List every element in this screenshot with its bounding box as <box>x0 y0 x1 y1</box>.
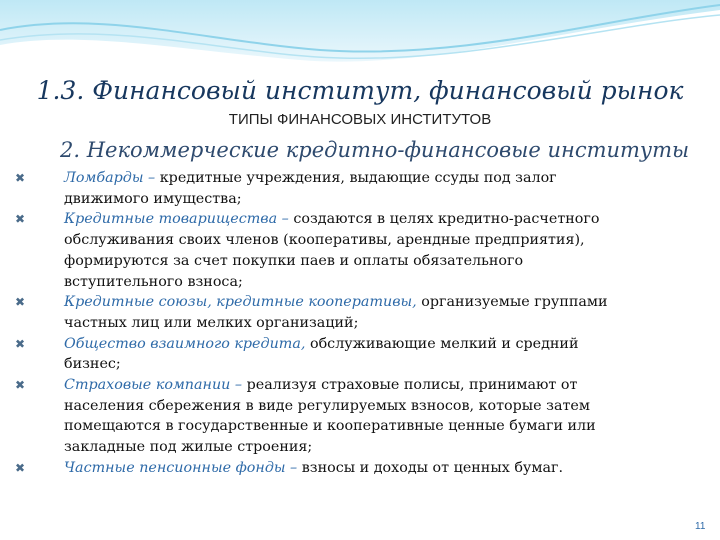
cross-bullet-icon: ✖ <box>15 460 26 475</box>
list-item <box>15 458 655 479</box>
list-item <box>15 168 655 209</box>
list-item <box>15 292 655 333</box>
item-desc-line: обслуживания своих членов (кооперативы, арендные предприятия), <box>64 232 585 249</box>
item-term: Частные пенсионные фонды – <box>64 459 298 476</box>
item-desc-line: частных лиц или мелких организаций; <box>64 314 359 331</box>
item-desc-line: помещаются в государственные и кооперативные ценные бумаги или <box>64 418 596 435</box>
list-item <box>15 209 655 292</box>
item-term: Страховые компании – <box>64 377 243 394</box>
section-heading: 2. Некоммерческие кредитно-финансовые институты <box>60 138 690 162</box>
cross-bullet-icon: ✖ <box>15 295 26 310</box>
item-desc-line: закладные под жилые строения; <box>64 439 313 456</box>
item-term: Общество взаимного кредита, <box>64 335 306 352</box>
item-term: Кредитные товарищества – <box>64 211 289 228</box>
list-item <box>15 334 655 375</box>
item-desc-line: создаются в целях кредитно-расчетного <box>288 211 600 228</box>
slide-title: 1.3. Финансовый институт, финансовый рынок <box>36 76 684 105</box>
cross-bullet-icon: ✖ <box>15 336 26 351</box>
item-desc-line: населения сбережения в виде регулируемых взносов, которые затем <box>64 397 590 414</box>
header-wave-decoration <box>0 0 720 80</box>
list-item <box>15 375 655 458</box>
cross-bullet-icon: ✖ <box>15 212 26 227</box>
item-desc-line: бизнес; <box>64 356 121 373</box>
institutions-list <box>15 168 655 479</box>
cross-bullet-icon: ✖ <box>15 171 26 185</box>
item-desc-line: движимого имущества; <box>64 190 242 207</box>
slide-subtitle: ТИПЫ ФИНАНСОВЫХ ИНСТИТУТОВ <box>228 111 492 128</box>
item-desc-line: взносы и доходы от ценных бумаг. <box>297 459 564 476</box>
item-term: Кредитные союзы, кредитные кооперативы, <box>64 294 417 311</box>
item-term: Ломбарды – <box>64 170 156 186</box>
item-desc-line: обслуживающие мелкий и средний <box>305 335 579 352</box>
item-desc-line: вступительного взноса; <box>64 273 243 290</box>
item-desc-line: формируются за счет покупки паев и оплаты обязательного <box>64 252 524 269</box>
page-number: 11 <box>695 521 706 532</box>
item-desc-line: реализуя страховые полисы, принимают от <box>242 377 578 394</box>
cross-bullet-icon: ✖ <box>15 378 26 393</box>
item-desc-line: организуемые группами <box>416 294 608 311</box>
item-desc-line: кредитные учреждения, выдающие ссуды под залог <box>155 170 557 186</box>
